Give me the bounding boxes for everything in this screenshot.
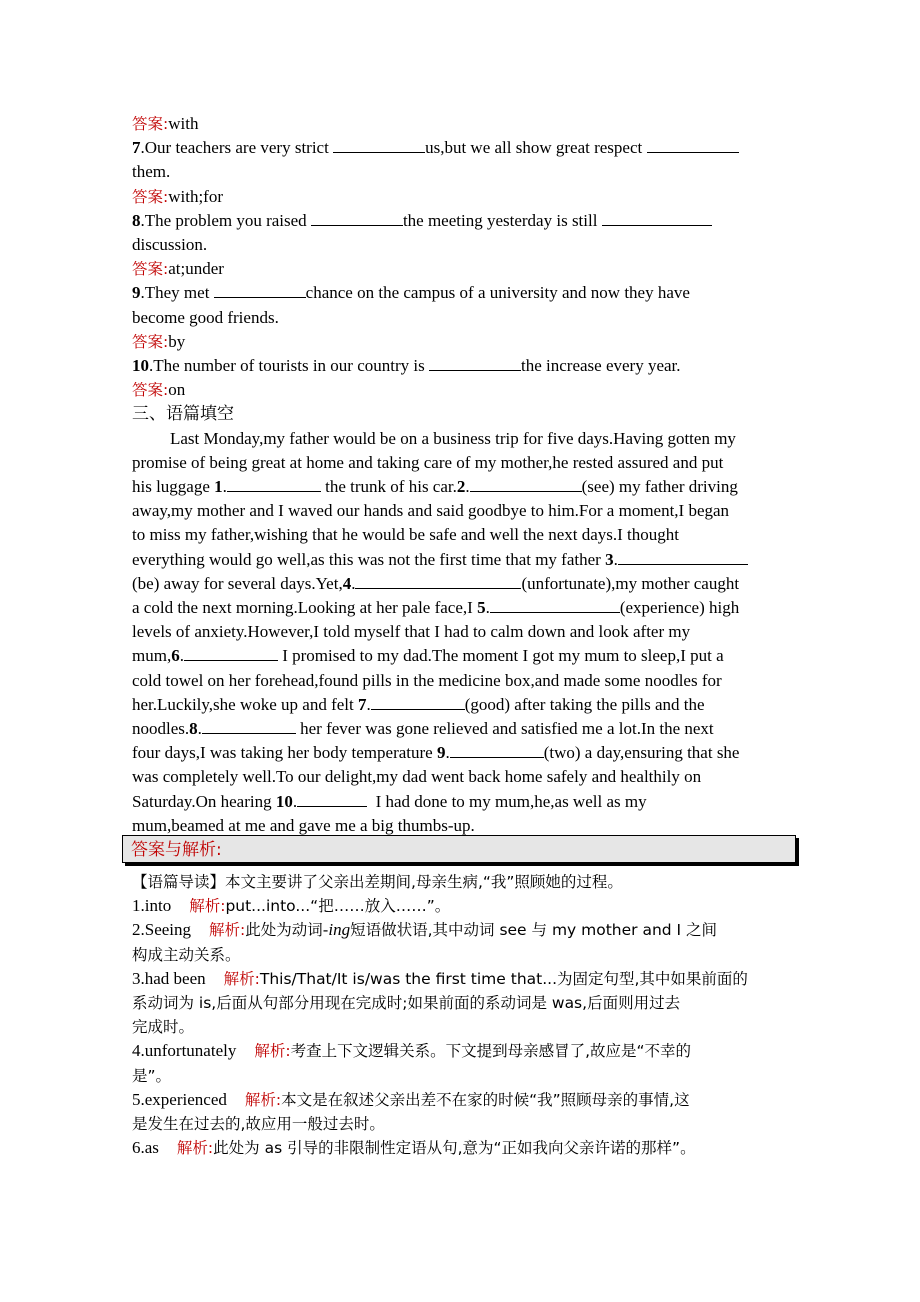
analysis-section: 【语篇导读】本文主要讲了父亲出差期间,母亲生病,“我”照顾她的过程。 1.into 解析:put...into...“把……放入……”。 2.Seeing 解析:此处为动词-ing短语做状语,其中动词 see 与 my mother and I 之间 构成主动关系。 3.had been 解析:This/That/It is/was the first time that...为固定句型,其中如果前面的 系动词为 is,后面从句部分用现在完成时;如果前面的系动词是 was,后面则用过去 完成时。 4.unfortunately 解析:考查上下文逻辑关系。下文提到母亲感冒了,故应是“不幸的 是”。 5.experienced 解析:本文是在叙述父亲出差不在家的时候“我”照顾母亲的事情,这 是发生在过去的,故应用一般过去时。 6.as 解析:此处为 as 引导的非限制性定语从句,意为“正如我向父亲许诺的那样”。 [132,870,792,1160]
answers-header: 答案与解析: [122,835,796,863]
blank[interactable] [184,646,278,661]
blank[interactable] [647,138,739,153]
blank[interactable] [311,211,403,226]
question-10: 10.The number of tourists in our country is the increase every year. [132,356,681,376]
blank[interactable] [618,550,748,565]
analysis-6: 6.as 解析:此处为 as 引导的非限制性定语从句,意为“正如我向父亲许诺的那样”。 [132,1138,696,1158]
blank[interactable] [429,356,521,371]
answer-line: 答案:by [132,331,186,351]
blank[interactable] [602,211,712,226]
answer-label: 答案: [132,115,169,133]
blank[interactable] [297,792,367,807]
blank[interactable] [470,477,582,492]
section-heading: 三、语篇填空 [132,404,234,425]
answer-line: 答案:with [132,114,199,133]
blank[interactable] [450,743,544,758]
blank[interactable] [490,598,620,613]
analysis-4: 4.unfortunately 解析:考查上下文逻辑关系。下文提到母亲感冒了,故应是“不幸的 [132,1041,692,1061]
question-8: 8.The problem you raised the meeting yesterday is still [132,209,802,233]
analysis-2: 2.Seeing 解析:此处为动词-ing短语做状语,其中动词 see 与 my mother and I 之间 [132,920,718,940]
analysis-1: 1.into 解析:put...into...“把……放入……”。 [132,896,451,916]
answer-line: 答案:at;under [132,259,224,279]
blank[interactable] [371,695,465,710]
blank[interactable] [355,574,521,589]
blank[interactable] [214,283,306,298]
analysis-5: 5.experienced 解析:本文是在叙述父亲出差不在家的时候“我”照顾母亲的事情,这 [132,1089,690,1109]
guide: 【语篇导读】本文主要讲了父亲出差期间,母亲生病,“我”照顾她的过程。 [132,873,623,891]
blank[interactable] [227,477,321,492]
question-7: 7.Our teachers are very strict us,but we all show great respect [132,136,802,160]
blank[interactable] [202,719,296,734]
blank[interactable] [333,138,425,153]
exercise-page: 答案:with 7.Our teachers are very strict us,but we all show great respect them. 答案:with;for 8.The problem you raised the meeting yesterday is still discussion. 答案:at;under 9.They met chance on the campus of a university and now they have become good friends. 答案:by 10.The number of tourists in our country is the increase every year. 答案:on 三、语篇填空 Last Monday,my father would be on a business trip for five days.Having gotten my promise of being great at home and taking care of my mother,he rested assured and put his luggage 1. the trunk of his car.2. (see) my father driving away,my mother and I waved our hands and said goodbye to him.For a moment,I began to miss my father,wishing that he would be safe and well the next days.I thought everything would go well,as this was not the first time that my father 3. (be) away for several days.Yet,4. (unfortunate),my mother caught a cold the next morning.Looking at her pale face,I 5. (experience) high levels of anxiety.However,I told myself that I had to calm down and look after my mum,6. I promised to my dad.The moment I got my mum to sleep,I put a cold towel on her forehead,found pills in the medicine box,and made some noodles for her.Luckily,she woke up and felt 7. (good) after taking the pills and the noodles.8. her fever was gone relieved and satisfied me a lot.In the next four days,I was taking her body temperature 9. (two) a day,ensuring that she was completely well.To our delight,my dad went back home safely and healthily on Saturday.On hearing 10. I had done to my mum,he,as well as my mum,beamed at me and gave me a big thumbs-up. [132,112,802,838]
answer-line: 答案:with;for [132,186,224,206]
answer-line: 答案:on [132,380,186,400]
question-9: 9.They met chance on the campus of a university and now they have [132,283,690,303]
analysis-3: 3.had been 解析:This/That/It is/was the first time that...为固定句型,其中如果前面的 [132,968,748,988]
